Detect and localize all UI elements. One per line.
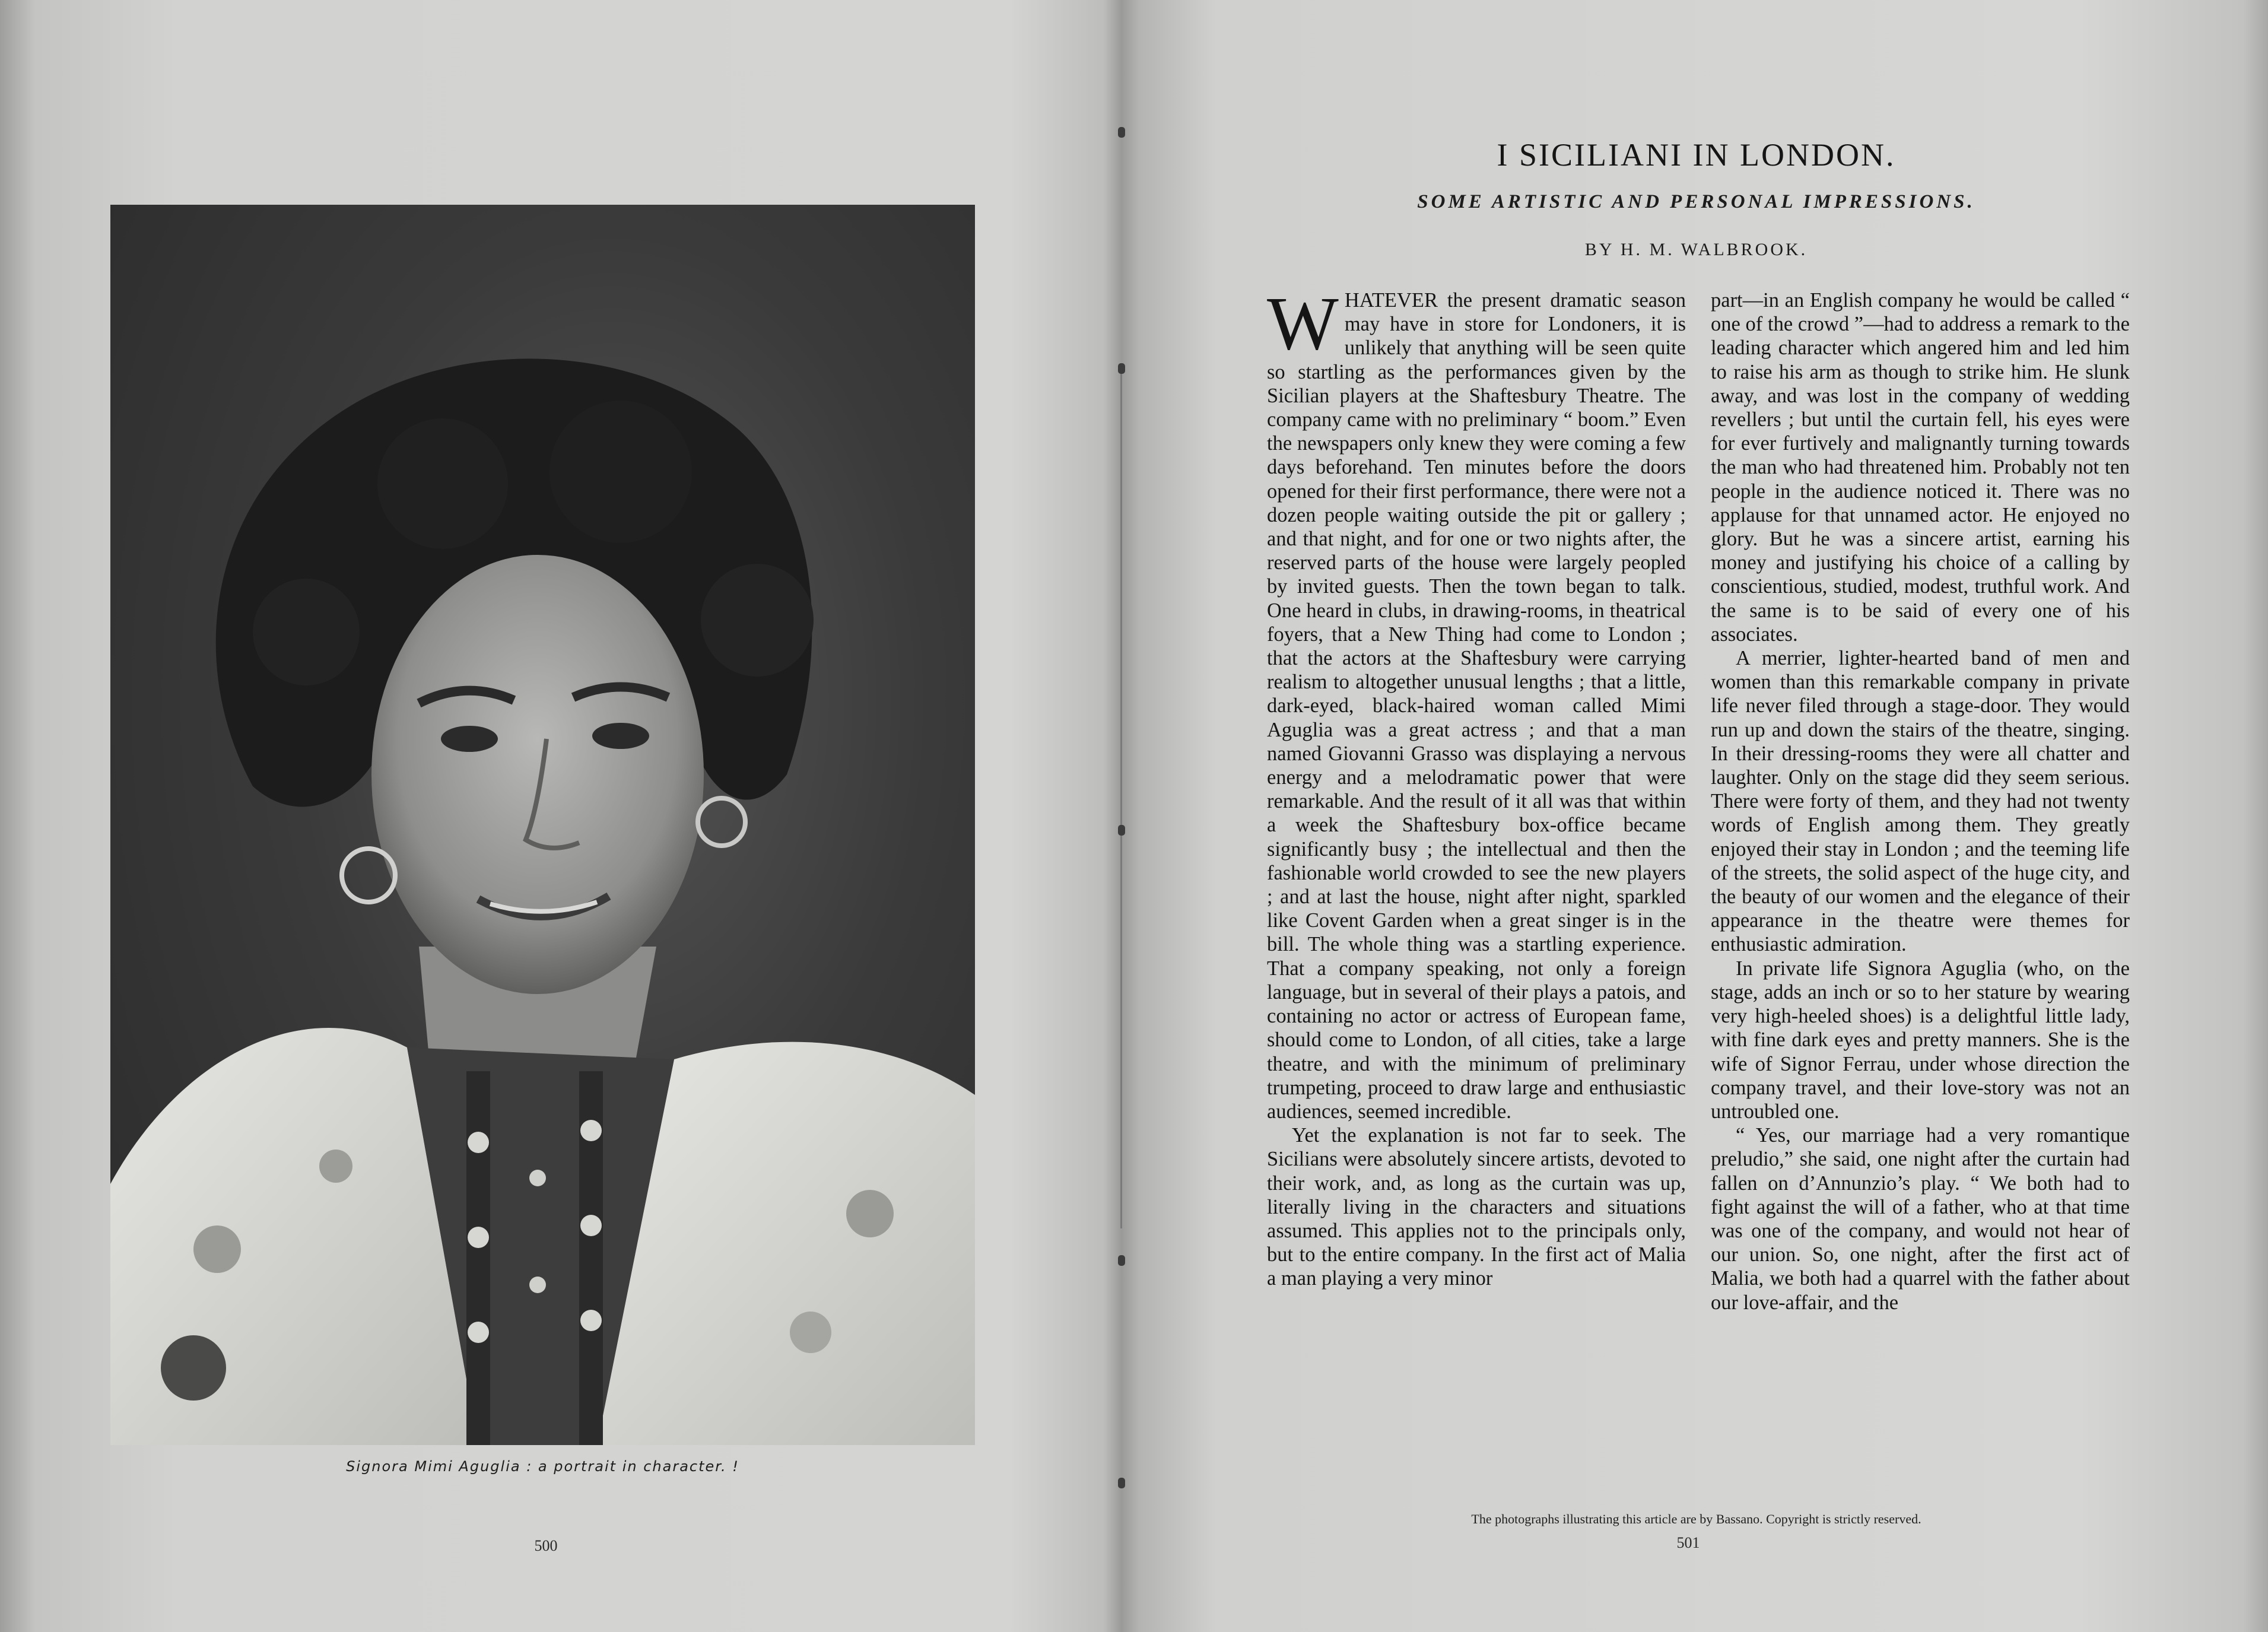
drop-cap: W bbox=[1267, 281, 1339, 366]
portrait-illustration bbox=[110, 205, 975, 1445]
page-number-left: 500 bbox=[534, 1537, 558, 1554]
portrait-caption: Signora Mimi Aguglia : a portrait in character. ! bbox=[346, 1458, 739, 1475]
text-column-2 bbox=[1711, 288, 2130, 1315]
paragraph: A merrier, lighter-hearted band of men and women than this remarkable company in private life never filed through a stage-door. They would run up and down the stairs of the theatre, singing. In their dressing-rooms they were all chatter and laughter. Only on the stage did they seem serious. There were forty of them, and they had not twenty words of English among them. They greatly enjoyed their stay in London ; and the teeming life of the streets, the solid aspect of the huge city, and the beauty of our women and the elegance of their appearance in the theatre were themes for enthusiastic admiration. bbox=[1711, 647, 2130, 956]
portrait-photograph bbox=[110, 205, 975, 1445]
text-column-1 bbox=[1267, 281, 1686, 1291]
paragraph: Yet the explanation is not far to seek. The Sicilians were absolutely sincere artists, devoted to their work, and, as long as the curtain was up, literally living in the characters and situations assumed. This applies not to the principals only, but to the entire company. In the first act of Malia a man playing a very minor bbox=[1267, 1124, 1686, 1290]
paragraph: “ Yes, our marriage had a very romantique preludio,” she said, one night after the curtain had fallen on d’Annunzio’s play. “ We both had to fight against the will of a father, who at that time was one of the company, and would not hear of our union. So, one night, after the first act of Malia, we both had a quarrel with the father about our love-affair, and the bbox=[1711, 1124, 2130, 1314]
right-page bbox=[1125, 0, 2268, 1632]
binding-thread bbox=[1120, 368, 1122, 1228]
paragraph bbox=[1267, 281, 1686, 1123]
paragraph: part—in an English company he would be called “ one of the crowd ”—had to address a remark to the leading character which angered him and led him to raise his arm as though to strike him. He slunk away, and was lost in the company of wedding revellers ; but until the curtain fell, his eyes were for ever furtively and malignantly turning towards the man who had threatened him. Probably not ten people in the audience noticed it. There was no applause for that unnamed actor. He enjoyed no glory. But he was a sincere artist, earning his money and justifying his choice of a calling by conscientious, studied, modest, truthful work. And the same is to be said of every one of his associates. bbox=[1711, 289, 2130, 646]
paragraph-text: HATEVER the present dramatic season may have in store for Londoners, it is unlikely that anything will be seen quite so startling as the performances given by the Sicilian players at the Shaftesbury Theatre. The company came with no preliminary “ boom.” Even the newspapers only knew they were coming a few days beforehand. Ten minutes before the doors opened for their first performance, there were not a dozen people waiting outside the pit or gallery ; and that night, and for one or two nights after, the reserved parts of the house were largely peopled by invited guests. Then the town began to talk. One heard in clubs, in drawing-rooms, in theatrical foyers, that a New Thing had come to London ; that the actors at the Shaftesbury were carrying realism to altogether unusual lengths ; that a little, dark-eyed, black-haired woman called Mimi Aguglia was a great actress ; and that a man named Giovanni Grasso was displaying a nervous energy and a melodramatic power that were remarkable. And the result of it all was that within a week the Shaftesbury box-office became significantly busy ; the intellectual and then the fashionable world crowded to see the new players ; and at last the house, night after night, sparkled like Covent Garden when a great singer is in the bill. The whole thing was a startling experience. That a company speaking, not only a foreign language, but in several of their plays a patois, and containing no actor or actress of European fame, should come to London, of all cities, take a large theatre, and with the minimum of preliminary trumpeting, proceed to draw large and enthusiastic audiences, seemed incredible. bbox=[1267, 289, 1686, 1123]
page-number-right: 501 bbox=[1676, 1534, 1700, 1551]
article-title: I SICILIANI IN LONDON. bbox=[1497, 137, 1896, 173]
photo-credit: The photographs illustrating this article are by Bassano. Copyright is strictly reserved. bbox=[1471, 1512, 1921, 1526]
paragraph: In private life Signora Aguglia (who, on the stage, adds an inch or so to her stature by wearing very high-heeled shoes) is a delightful little lady, with fine dark eyes and pretty manners. She is the wife of Signor Ferrau, under whose direction the company travel, and their love-story was not an untroubled one. bbox=[1711, 957, 2130, 1123]
article-byline: BY H. M. WALBROOK. bbox=[1584, 240, 1808, 259]
left-page bbox=[0, 0, 1116, 1632]
article-subtitle: SOME ARTISTIC AND PERSONAL IMPRESSIONS. bbox=[1417, 191, 1975, 212]
